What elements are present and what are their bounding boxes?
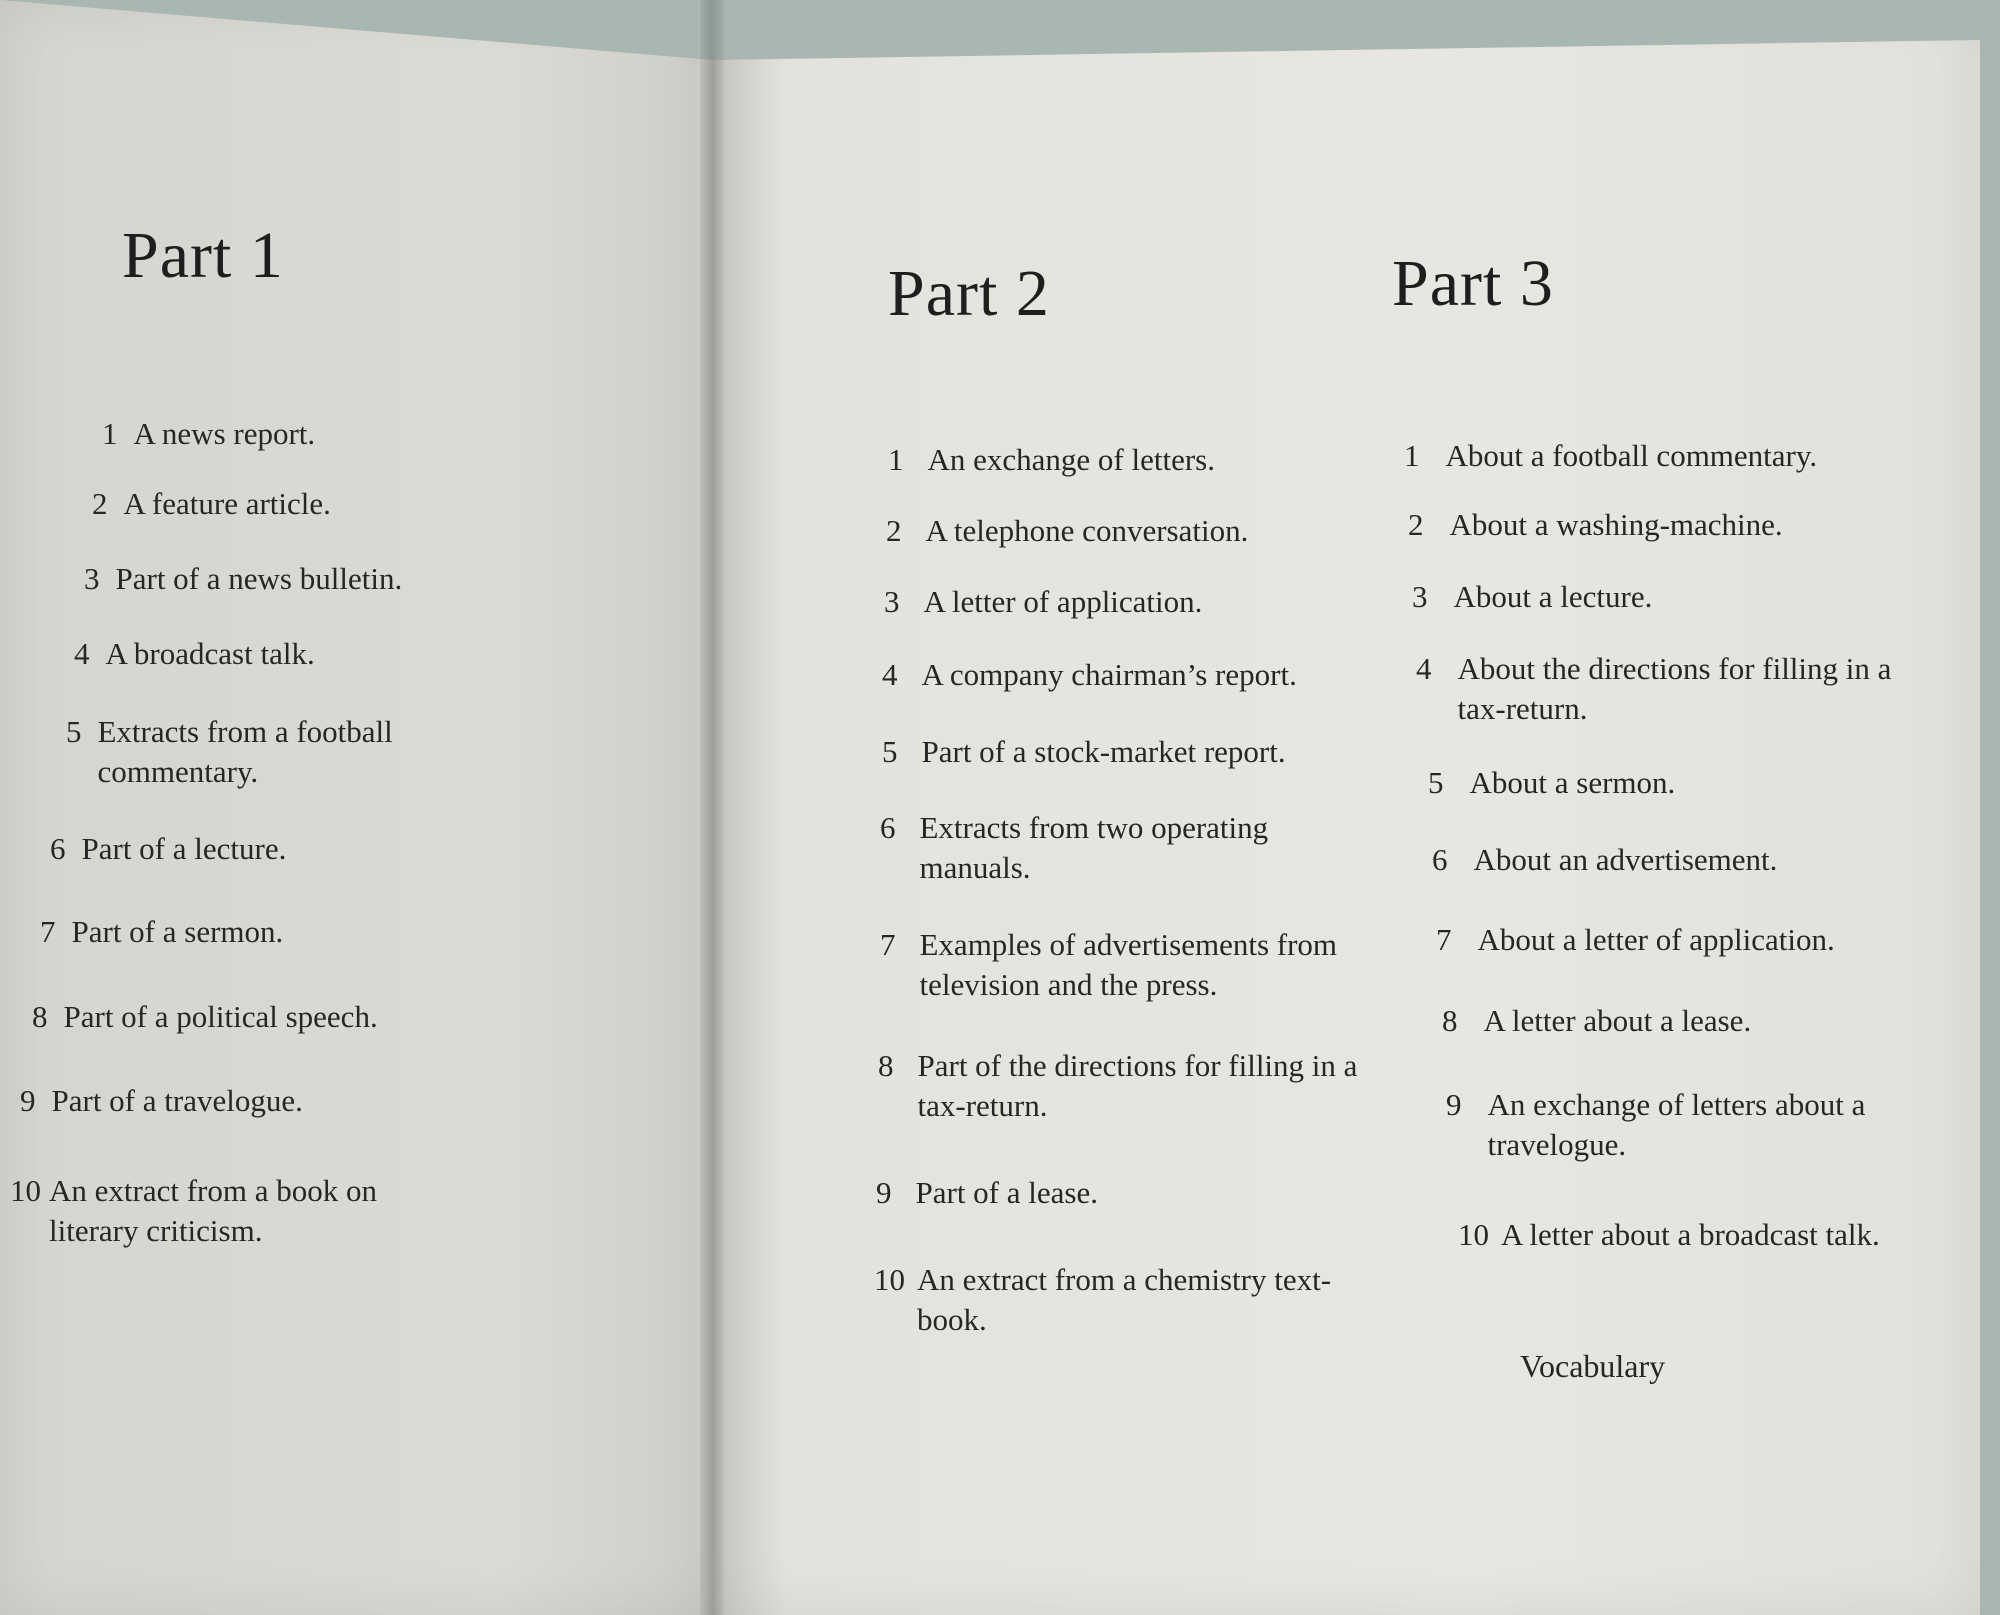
item-number: 7: [880, 927, 896, 962]
part3-item-1: [1404, 436, 1817, 476]
book-gutter: [700, 0, 724, 1615]
item-text: A broadcast talk.: [105, 636, 315, 671]
vocabulary-heading: Vocabulary: [1520, 1348, 1666, 1384]
part1-item-8: [32, 997, 378, 1037]
item-number: 6: [880, 810, 896, 845]
item-number: 3: [84, 561, 100, 596]
part1-item-6: [50, 829, 286, 869]
part1-item-4: [74, 634, 315, 674]
item-text: About a sermon.: [1469, 765, 1676, 800]
item-number: 10: [874, 1262, 905, 1297]
part1-item-9: [20, 1081, 303, 1121]
item-number: 9: [20, 1083, 36, 1118]
item-text: A feature article.: [123, 486, 331, 521]
item-number: 2: [1408, 507, 1424, 542]
part3-title: Part 3: [1392, 247, 1554, 320]
item-text: A company chairman’s report.: [921, 657, 1297, 692]
part1-item-5: [66, 712, 478, 792]
item-number: 3: [884, 584, 900, 619]
item-number: 8: [1442, 1003, 1458, 1038]
item-text: About a washing-machine.: [1449, 507, 1783, 542]
item-number: 1: [102, 416, 118, 451]
item-number: 5: [882, 734, 898, 769]
part1-title: Part 1: [122, 219, 284, 292]
item-text: Part of a political speech.: [63, 999, 378, 1034]
part2-item-4: [882, 655, 1297, 695]
item-number: 1: [888, 442, 904, 477]
item-text: Part of a sermon.: [71, 914, 284, 949]
item-text: A news report.: [133, 416, 316, 451]
part2-item-8: [878, 1046, 1378, 1126]
part1-item-2: [92, 484, 331, 524]
item-number: 2: [886, 513, 902, 548]
item-text: Part of a lecture.: [81, 831, 287, 866]
item-text: About an advertisement.: [1473, 842, 1778, 877]
item-text: Extracts from a football commentary.: [97, 714, 393, 789]
part2-item-5: [882, 732, 1286, 772]
item-text: Part of the directions for filling in a tax-return.: [917, 1048, 1358, 1123]
item-text: Part of a travelogue.: [51, 1083, 303, 1118]
item-number: 5: [1428, 765, 1444, 800]
item-text: An exchange of letters about a travelogue.: [1487, 1087, 1866, 1162]
part2-item-7: [880, 925, 1360, 1005]
item-text: An extract from a chemistry text-book.: [917, 1262, 1332, 1337]
left-page: [0, 0, 712, 1615]
item-number: 10: [10, 1173, 41, 1208]
item-number: 2: [92, 486, 108, 521]
part2-item-1: [888, 440, 1215, 480]
item-text: Part of a stock-market report.: [921, 734, 1286, 769]
item-text: Part of a news bulletin.: [115, 561, 403, 596]
item-text: A letter about a broadcast talk.: [1501, 1217, 1880, 1252]
item-text: An exchange of letters.: [927, 442, 1215, 477]
part2-item-3: [884, 582, 1202, 622]
part3-item-2: [1408, 505, 1783, 545]
item-number: 7: [1436, 922, 1452, 957]
part3-item-4: [1416, 649, 1918, 729]
item-text: A letter of application.: [923, 584, 1203, 619]
part3-item-9: [1446, 1085, 1948, 1165]
part2-item-6: [880, 808, 1340, 888]
part2-item-2: [886, 511, 1248, 551]
part3-item-8: [1442, 1001, 1751, 1041]
item-number: 3: [1412, 579, 1428, 614]
item-text: Part of a lease.: [915, 1175, 1098, 1210]
item-text: About a lecture.: [1453, 579, 1653, 614]
item-text: Examples of advertisements from television and the press.: [919, 927, 1338, 1002]
part2-title: Part 2: [888, 257, 1050, 330]
item-text: About the directions for filling in a tax-return.: [1457, 651, 1892, 726]
item-number: 10: [1458, 1217, 1489, 1252]
item-text: About a letter of application.: [1477, 922, 1835, 957]
part1-item-7: [40, 912, 283, 952]
item-number: 4: [882, 657, 898, 692]
part3-item-7: [1436, 920, 1835, 960]
part1-item-10: [10, 1171, 469, 1251]
item-text: Extracts from two operating manuals.: [919, 810, 1269, 885]
item-number: 7: [40, 914, 56, 949]
item-number: 5: [66, 714, 82, 749]
item-number: 4: [1416, 651, 1432, 686]
part3-item-6: [1432, 840, 1777, 880]
part3-item-10: [1458, 1215, 1880, 1255]
item-text: About a football commentary.: [1445, 438, 1818, 473]
item-number: 8: [32, 999, 48, 1034]
part2-item-10: [874, 1260, 1357, 1340]
part1-item-3: [84, 559, 402, 599]
item-number: 4: [74, 636, 90, 671]
item-number: 1: [1404, 438, 1420, 473]
part2-item-9: [876, 1173, 1098, 1213]
item-number: 6: [50, 831, 66, 866]
item-text: A letter about a lease.: [1483, 1003, 1752, 1038]
part3-item-5: [1428, 763, 1675, 803]
item-text: A telephone conversation.: [925, 513, 1249, 548]
item-number: 9: [876, 1175, 892, 1210]
item-number: 8: [878, 1048, 894, 1083]
part1-item-1: [102, 414, 315, 454]
item-number: 6: [1432, 842, 1448, 877]
item-text: An extract from a book on literary criticism.: [49, 1173, 377, 1248]
part3-item-3: [1412, 577, 1652, 617]
item-number: 9: [1446, 1087, 1462, 1122]
